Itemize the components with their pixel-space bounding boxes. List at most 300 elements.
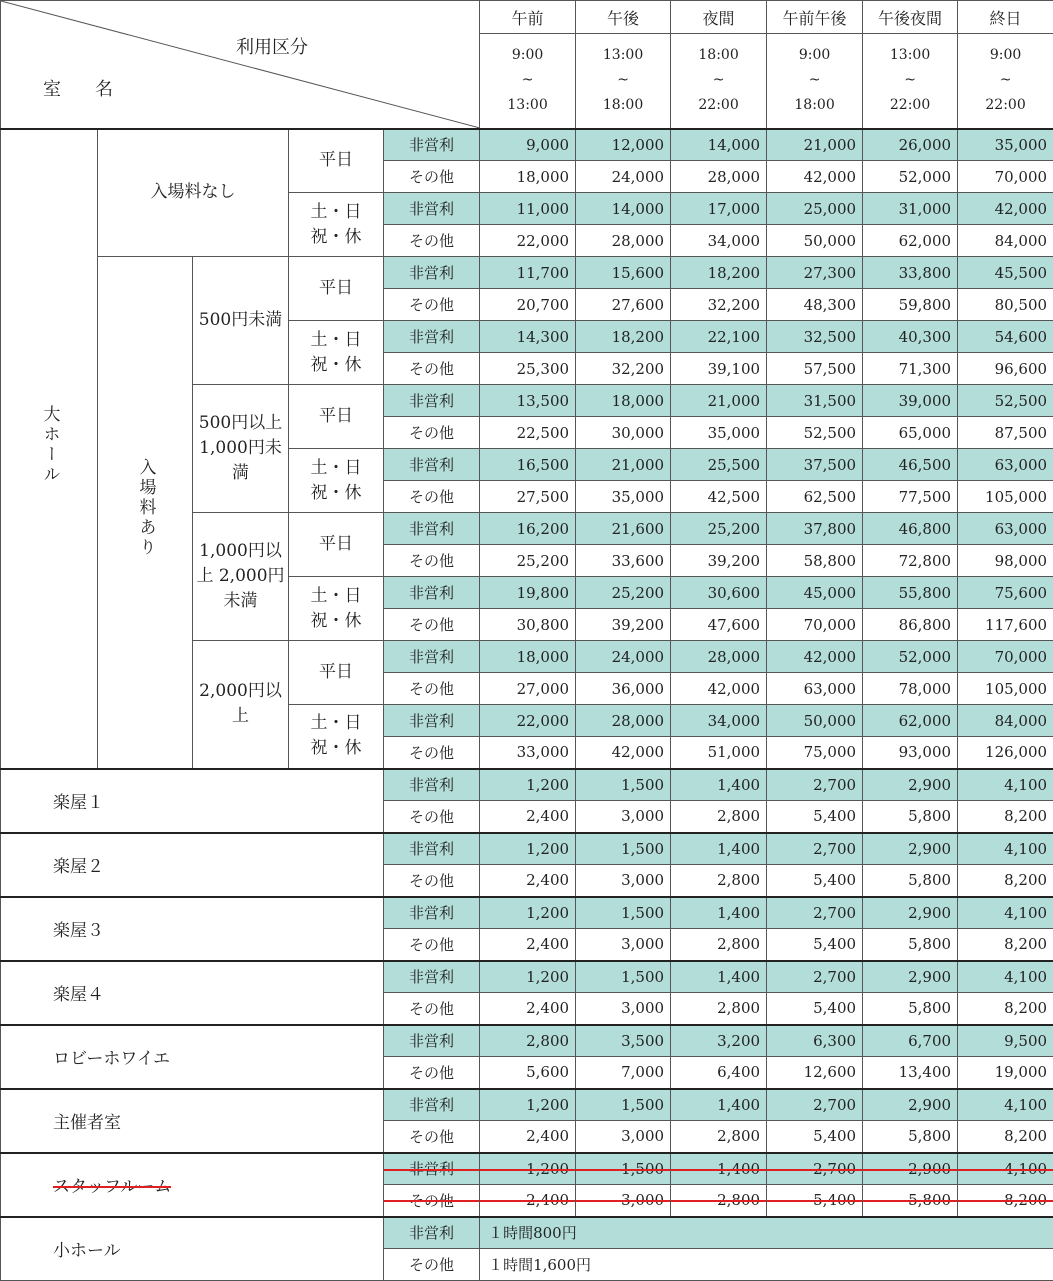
fee-cell: 5,800: [863, 865, 958, 897]
fee-cell: 2,800: [671, 865, 767, 897]
fee-cell: 21,000: [767, 129, 863, 161]
usage-division-label: 利用区分: [236, 33, 308, 59]
category-other: その他: [384, 737, 480, 769]
fee-cell: 36,000: [576, 673, 671, 705]
room-name: [1, 961, 384, 1025]
fee-cell: 37,500: [767, 449, 863, 481]
fee-cell: 34,000: [671, 705, 767, 737]
fee-cell: 7,000: [576, 1057, 671, 1089]
fee-tier: 500円未満: [193, 257, 289, 385]
category-other: その他: [384, 801, 480, 833]
fee-cell: 2,400: [480, 865, 576, 897]
time-range-all-day: 9:00 ~ 22:00: [958, 34, 1053, 129]
col-header-night: 夜間: [671, 1, 767, 34]
fee-cell: 50,000: [767, 705, 863, 737]
fee-cell: 87,500: [958, 417, 1053, 449]
fee-cell: 105,000: [958, 481, 1053, 513]
fee-cell: 8,200: [958, 801, 1053, 833]
fee-cell: 46,500: [863, 449, 958, 481]
fee-cell: 2,700: [767, 897, 863, 929]
fee-cell: 75,000: [767, 737, 863, 769]
fee-cell: 1,500: [576, 961, 671, 993]
category-nonprofit: 非営利: [384, 1089, 480, 1121]
fee-tier: 500円以上 1,000円未満: [193, 385, 289, 513]
fee-cell: 25,200: [480, 545, 576, 577]
weekday-label: 平日: [319, 534, 353, 554]
fee-cell: 45,000: [767, 577, 863, 609]
fee-cell: 117,600: [958, 609, 1053, 641]
fee-cell: 93,000: [863, 737, 958, 769]
fee-cell: 77,500: [863, 481, 958, 513]
fee-cell: 3,000: [576, 865, 671, 897]
category-other: その他: [384, 1249, 480, 1281]
fee-cell: 24,000: [576, 161, 671, 193]
fee-cell: 63,000: [767, 673, 863, 705]
table-row: [1, 769, 1053, 801]
fee-cell: 22,500: [480, 417, 576, 449]
fee-cell: 27,000: [480, 673, 576, 705]
fee-cell: 2,700: [767, 769, 863, 801]
category-nonprofit: 非営利: [384, 449, 480, 481]
fee-cell: 42,000: [671, 673, 767, 705]
fee-cell: 14,300: [480, 321, 576, 353]
fee-cell: 27,600: [576, 289, 671, 321]
fee-cell: 70,000: [958, 161, 1053, 193]
fee-cell: 32,200: [576, 353, 671, 385]
category-nonprofit: 非営利: [384, 1025, 480, 1057]
fee-cell: 22,000: [480, 705, 576, 737]
fee-cell: 21,000: [576, 449, 671, 481]
fee-cell: 57,500: [767, 353, 863, 385]
fee-cell: 2,800: [480, 1025, 576, 1057]
strike-through-line: [671, 1169, 766, 1171]
fee-cell: 1,400: [671, 961, 767, 993]
fee-cell: 52,000: [863, 641, 958, 673]
fee-cell: 2,400: [480, 929, 576, 961]
fee-cell: 13,500: [480, 385, 576, 417]
fee-cell: 42,000: [576, 737, 671, 769]
fee-cell: 9,500: [958, 1025, 1053, 1057]
table-row: [1, 897, 1053, 929]
category-nonprofit: 非営利: [384, 193, 480, 225]
fee-cell: 52,000: [863, 161, 958, 193]
fee-cell: 52,500: [958, 385, 1053, 417]
fee-cell: 5,400: [767, 993, 863, 1025]
fee-cell: 96,600: [958, 353, 1053, 385]
category-other: その他: [384, 225, 480, 257]
fee-cell: 31,500: [767, 385, 863, 417]
fee-cell: 25,200: [576, 577, 671, 609]
fee-cell: 2,900: [863, 769, 958, 801]
fee-cell: 42,000: [958, 193, 1053, 225]
room-name-label: 室名: [43, 75, 147, 101]
fee-tier: 1,000円以上 2,000円未満: [193, 513, 289, 641]
fee-cell: 42,500: [671, 481, 767, 513]
header-diagonal-cell: [1, 1, 480, 129]
category-other: その他: [384, 417, 480, 449]
fee-cell: 2,400: [480, 993, 576, 1025]
fee-cell: 72,800: [863, 545, 958, 577]
fee-cell: 5,400: [767, 1121, 863, 1153]
strike-through-line: [480, 1200, 575, 1202]
fee-cell: 1,200: [480, 833, 576, 865]
fee-cell: 5,600: [480, 1057, 576, 1089]
fee-cell: 2,900: [863, 1153, 958, 1185]
strike-through-line: [958, 1200, 1053, 1202]
fee-cell: 22,000: [480, 225, 576, 257]
day-type-weekday: [289, 513, 384, 577]
struck-room-label: [53, 1172, 171, 1197]
category-other: その他: [384, 481, 480, 513]
fee-cell: 51,000: [671, 737, 767, 769]
fee-cell: 5,800: [863, 801, 958, 833]
table-row: [1, 1153, 1053, 1185]
fee-cell: 39,200: [576, 609, 671, 641]
fee-cell: 39,200: [671, 545, 767, 577]
great-hall-label: 大ホール: [37, 405, 62, 485]
fee-cell: 28,000: [576, 225, 671, 257]
fee-cell: 39,100: [671, 353, 767, 385]
category-nonprofit: 非営利: [384, 1217, 480, 1249]
category-nonprofit: 非営利: [384, 513, 480, 545]
fee-cell: 2,700: [767, 961, 863, 993]
fee-cell: 19,000: [958, 1057, 1053, 1089]
fee-cell: 8,200: [958, 1185, 1053, 1217]
hourly-rate: １時間800円: [480, 1217, 1053, 1249]
day-type-holiday: [289, 193, 384, 257]
category-other: その他: [384, 289, 480, 321]
holiday-label-line1: 土・日: [311, 586, 362, 606]
fee-cell: 21,600: [576, 513, 671, 545]
fee-cell: 28,000: [671, 161, 767, 193]
fee-cell: 65,000: [863, 417, 958, 449]
fee-cell: 2,900: [863, 833, 958, 865]
fee-cell: 48,300: [767, 289, 863, 321]
day-type-weekday: [289, 641, 384, 705]
fee-cell: 1,400: [671, 897, 767, 929]
fee-cell: 75,600: [958, 577, 1053, 609]
strike-through-line: [53, 1186, 171, 1188]
category-other: その他: [384, 993, 480, 1025]
col-header-all-day: 終日: [958, 1, 1053, 34]
strike-through-line: [576, 1169, 670, 1171]
strike-through-line: [384, 1169, 479, 1171]
room-name: [1, 769, 384, 833]
fee-cell: 62,500: [767, 481, 863, 513]
fee-cell: 6,400: [671, 1057, 767, 1089]
fee-cell: 19,800: [480, 577, 576, 609]
fee-cell: 70,000: [767, 609, 863, 641]
table-row: [1, 257, 1053, 289]
fee-cell: 2,800: [671, 801, 767, 833]
holiday-label-line2: 祝・休: [311, 355, 362, 375]
category-nonprofit: 非営利: [384, 321, 480, 353]
fee-cell: 11,700: [480, 257, 576, 289]
room-label: 楽屋４: [53, 985, 104, 1005]
fee-cell: 1,400: [671, 1089, 767, 1121]
fee-cell: 2,400: [480, 801, 576, 833]
fee-cell: 35,000: [671, 417, 767, 449]
fee-cell: 84,000: [958, 225, 1053, 257]
weekday-label: 平日: [319, 150, 353, 170]
fee-cell: 8,200: [958, 1121, 1053, 1153]
time-range-am-pm: 9:00 ~ 18:00: [767, 34, 863, 129]
fee-cell: 16,500: [480, 449, 576, 481]
fee-cell: 2,700: [767, 1153, 863, 1185]
fee-cell: 71,300: [863, 353, 958, 385]
fee-cell: 4,100: [958, 769, 1053, 801]
fee-cell: 63,000: [958, 513, 1053, 545]
with-fee-section: [98, 257, 193, 769]
category-nonprofit: 非営利: [384, 705, 480, 737]
strike-through-line: [480, 1169, 575, 1171]
holiday-label-line1: 土・日: [311, 202, 362, 222]
fee-cell: 28,000: [576, 705, 671, 737]
room-label: 楽屋２: [53, 857, 104, 877]
fee-cell: 15,600: [576, 257, 671, 289]
fee-cell: 84,000: [958, 705, 1053, 737]
fee-cell: 28,000: [671, 641, 767, 673]
fee-cell: 25,500: [671, 449, 767, 481]
fee-cell: 63,000: [958, 449, 1053, 481]
fee-cell: 35,000: [958, 129, 1053, 161]
fee-cell: 18,200: [576, 321, 671, 353]
fee-cell: 5,400: [767, 801, 863, 833]
category-other: その他: [384, 161, 480, 193]
table-row: [1, 1025, 1053, 1057]
no-fee-section: 入場料なし: [98, 129, 289, 257]
category-other: その他: [384, 865, 480, 897]
fee-cell: 55,800: [863, 577, 958, 609]
fee-table-body: [1, 1, 1053, 1281]
fee-cell: 39,000: [863, 385, 958, 417]
strike-through-line: [384, 1200, 479, 1202]
fee-cell: 26,000: [863, 129, 958, 161]
strike-through-line: [958, 1169, 1053, 1171]
fee-cell: 2,400: [480, 1121, 576, 1153]
category-nonprofit: 非営利: [384, 129, 480, 161]
fee-cell: 1,400: [671, 769, 767, 801]
day-type-holiday: [289, 449, 384, 513]
category-other: その他: [384, 609, 480, 641]
fee-cell: 78,000: [863, 673, 958, 705]
day-type-weekday: [289, 129, 384, 193]
room-great-hall: [1, 129, 98, 769]
category-nonprofit: 非営利: [384, 769, 480, 801]
fee-cell: 16,200: [480, 513, 576, 545]
fee-cell: 2,700: [767, 1089, 863, 1121]
fee-cell: 1,400: [671, 833, 767, 865]
fee-cell: 2,900: [863, 1089, 958, 1121]
fee-cell: 62,000: [863, 705, 958, 737]
category-other: その他: [384, 1121, 480, 1153]
fee-cell: 3,000: [576, 993, 671, 1025]
table-row: [1, 961, 1053, 993]
fee-cell: 2,800: [671, 929, 767, 961]
weekday-label: 平日: [319, 278, 353, 298]
fee-cell: 3,000: [576, 1185, 671, 1217]
fee-cell: 5,400: [767, 865, 863, 897]
fee-cell: 33,000: [480, 737, 576, 769]
fee-cell: 8,200: [958, 993, 1053, 1025]
room-label: 楽屋１: [53, 793, 104, 813]
fee-cell: 34,000: [671, 225, 767, 257]
col-header-pm-night: 午後夜間: [863, 1, 958, 34]
fee-cell: 1,200: [480, 897, 576, 929]
category-nonprofit: 非営利: [384, 833, 480, 865]
weekday-label: 平日: [319, 406, 353, 426]
fee-cell: 2,900: [863, 897, 958, 929]
table-row: [1, 129, 1053, 161]
holiday-label-line1: 土・日: [311, 330, 362, 350]
fee-cell: 13,400: [863, 1057, 958, 1089]
fee-cell: 47,600: [671, 609, 767, 641]
fee-cell: 1,200: [480, 961, 576, 993]
holiday-label-line1: 土・日: [311, 713, 362, 733]
fee-cell: 1,200: [480, 769, 576, 801]
room-label: スタッフルーム: [53, 1177, 171, 1197]
room-name: [1, 1153, 384, 1217]
category-other: その他: [384, 545, 480, 577]
strike-through-line: [863, 1169, 957, 1171]
fee-cell: 70,000: [958, 641, 1053, 673]
fee-cell: 14,000: [671, 129, 767, 161]
fee-cell: 1,500: [576, 897, 671, 929]
table-row: [1, 833, 1053, 865]
fee-cell: 24,000: [576, 641, 671, 673]
col-header-pm: 午後: [576, 1, 671, 34]
room-label: 主催者室: [53, 1113, 121, 1133]
fee-cell: 21,000: [671, 385, 767, 417]
fee-cell: 25,300: [480, 353, 576, 385]
fee-cell: 18,200: [671, 257, 767, 289]
fee-cell: 40,300: [863, 321, 958, 353]
fee-cell: 2,800: [671, 1185, 767, 1217]
fee-cell: 50,000: [767, 225, 863, 257]
strike-through-line: [767, 1169, 862, 1171]
fee-cell: 22,100: [671, 321, 767, 353]
fee-cell: 25,200: [671, 513, 767, 545]
fee-cell: 32,500: [767, 321, 863, 353]
room-name: [1, 1025, 384, 1089]
fee-cell: 1,200: [480, 1089, 576, 1121]
col-header-am: 午前: [480, 1, 576, 34]
time-range-pm: 13:00 ~ 18:00: [576, 34, 671, 129]
category-nonprofit: 非営利: [384, 1153, 480, 1185]
fee-cell: 4,100: [958, 1153, 1053, 1185]
fee-cell: 42,000: [767, 161, 863, 193]
time-range-pm-night: 13:00 ~ 22:00: [863, 34, 958, 129]
fee-cell: 1,500: [576, 1153, 671, 1185]
room-label: ロビーホワイエ: [53, 1049, 170, 1069]
table-row: [1, 1089, 1053, 1121]
room-small-hall: 小ホール: [1, 1217, 384, 1281]
fee-cell: 12,600: [767, 1057, 863, 1089]
fee-cell: 32,200: [671, 289, 767, 321]
holiday-label-line2: 祝・休: [311, 227, 362, 247]
fee-cell: 1,500: [576, 1089, 671, 1121]
strike-through-line: [671, 1200, 766, 1202]
time-range-night: 18:00 ~ 22:00: [671, 34, 767, 129]
fee-cell: 35,000: [576, 481, 671, 513]
room-name: [1, 1089, 384, 1153]
category-nonprofit: 非営利: [384, 897, 480, 929]
fee-cell: 62,000: [863, 225, 958, 257]
fee-cell: 6,300: [767, 1025, 863, 1057]
category-nonprofit: 非営利: [384, 577, 480, 609]
fee-cell: 2,700: [767, 833, 863, 865]
category-nonprofit: 非営利: [384, 641, 480, 673]
category-other: その他: [384, 353, 480, 385]
fee-cell: 33,600: [576, 545, 671, 577]
fee-cell: 3,200: [671, 1025, 767, 1057]
day-type-holiday: [289, 321, 384, 385]
fee-cell: 30,600: [671, 577, 767, 609]
holiday-label-line2: 祝・休: [311, 738, 362, 758]
weekday-label: 平日: [319, 662, 353, 682]
fee-cell: 11,000: [480, 193, 576, 225]
room-label: 楽屋３: [53, 921, 104, 941]
fee-tier: 2,000円以上: [193, 641, 289, 769]
fee-cell: 59,800: [863, 289, 958, 321]
fee-cell: 31,000: [863, 193, 958, 225]
fee-cell: 30,000: [576, 417, 671, 449]
fee-cell: 105,000: [958, 673, 1053, 705]
category-nonprofit: 非営利: [384, 961, 480, 993]
fee-cell: 4,100: [958, 961, 1053, 993]
with-fee-label: 入場料あり: [133, 458, 158, 558]
fee-cell: 80,500: [958, 289, 1053, 321]
fee-cell: 46,800: [863, 513, 958, 545]
fee-cell: 6,700: [863, 1025, 958, 1057]
fee-cell: 2,800: [671, 1121, 767, 1153]
diagonal-line: [1, 1, 480, 128]
fee-cell: 27,500: [480, 481, 576, 513]
day-type-weekday: [289, 385, 384, 449]
day-type-holiday: [289, 577, 384, 641]
fee-cell: 12,000: [576, 129, 671, 161]
holiday-label-line2: 祝・休: [311, 611, 362, 631]
col-header-am-pm: 午前午後: [767, 1, 863, 34]
fee-cell: 18,000: [480, 161, 576, 193]
fee-cell: 5,400: [767, 929, 863, 961]
fee-cell: 14,000: [576, 193, 671, 225]
fee-cell: 2,800: [671, 993, 767, 1025]
fee-cell: 1,200: [480, 1153, 576, 1185]
day-type-holiday: [289, 705, 384, 769]
holiday-label-line2: 祝・休: [311, 483, 362, 503]
fee-cell: 86,800: [863, 609, 958, 641]
fee-cell: 30,800: [480, 609, 576, 641]
fee-cell: 45,500: [958, 257, 1053, 289]
fee-cell: 126,000: [958, 737, 1053, 769]
day-type-weekday: [289, 257, 384, 321]
fee-cell: 52,500: [767, 417, 863, 449]
fee-cell: 5,800: [863, 929, 958, 961]
room-name: [1, 833, 384, 897]
category-other: その他: [384, 1185, 480, 1217]
fee-cell: 1,500: [576, 833, 671, 865]
fee-cell: 54,600: [958, 321, 1053, 353]
strike-through-line: [576, 1200, 670, 1202]
fee-cell: 5,800: [863, 1121, 958, 1153]
category-nonprofit: 非営利: [384, 257, 480, 289]
fee-cell: 18,000: [576, 385, 671, 417]
fee-cell: 37,800: [767, 513, 863, 545]
category-other: その他: [384, 1057, 480, 1089]
fee-cell: 3,000: [576, 801, 671, 833]
fee-cell: 8,200: [958, 865, 1053, 897]
